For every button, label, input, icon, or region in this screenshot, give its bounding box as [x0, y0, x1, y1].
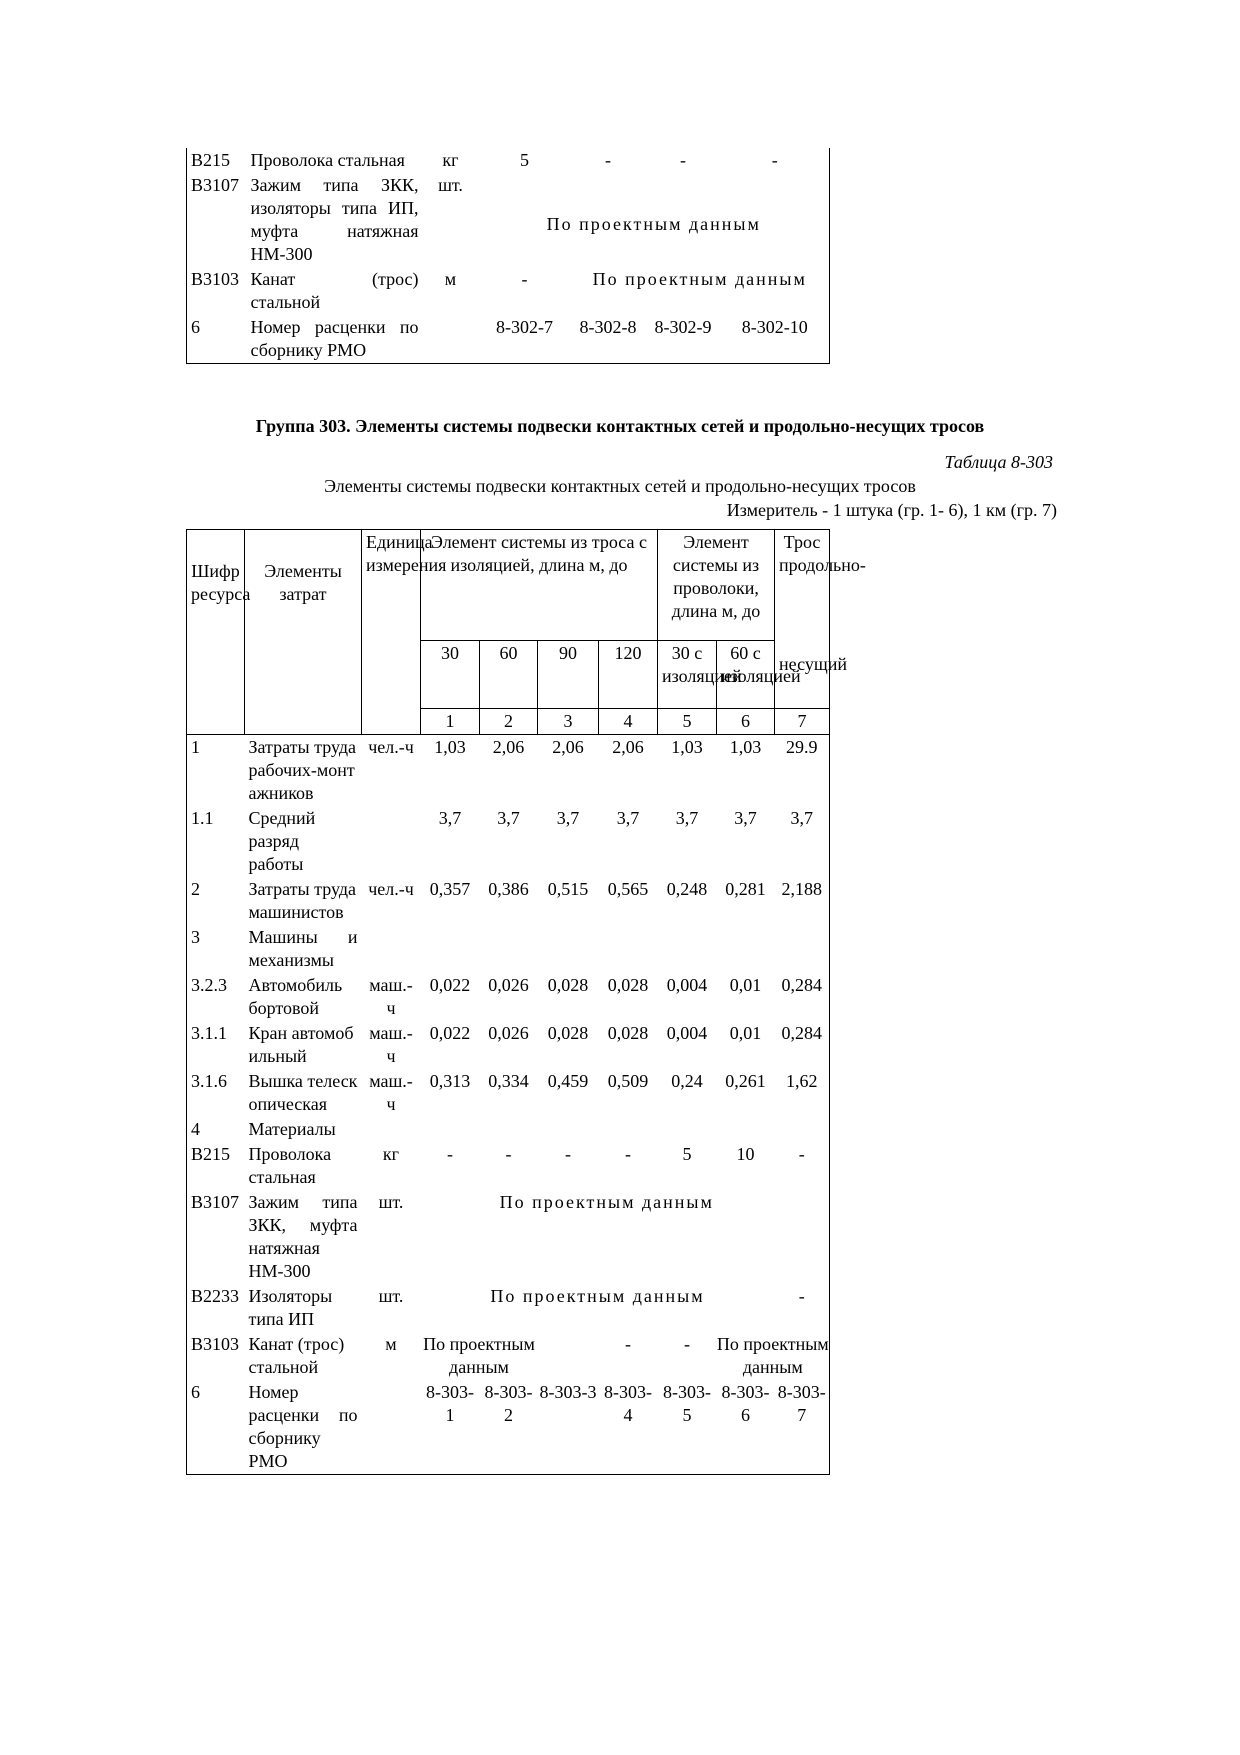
value-cell: 2,06 — [480, 735, 538, 807]
value-cell — [480, 1117, 538, 1142]
header-unit: Единица измерения — [362, 530, 421, 709]
value-cell: 0,028 — [547, 975, 589, 995]
value-cell: 3,7 — [775, 806, 830, 877]
table-row — [187, 1380, 830, 1475]
resource-code: В3103 — [187, 267, 247, 315]
empty-cell — [245, 709, 362, 735]
value-cell: 0,004 — [666, 975, 708, 995]
resource-code: 3 — [187, 925, 245, 973]
unit: м — [385, 1334, 397, 1354]
merged-value-cell: По проектным данным — [423, 1334, 535, 1377]
unit: кг — [382, 1144, 400, 1164]
table-row — [187, 973, 830, 1021]
resource-code: 6 — [187, 315, 247, 364]
subheader-cell: 30 — [421, 641, 480, 709]
header-number-row — [187, 709, 830, 735]
empty-cell — [538, 1332, 599, 1380]
header-row — [187, 530, 830, 641]
value-cell — [775, 925, 830, 973]
rate-number: 8-303-4 — [599, 1380, 658, 1475]
value-cell: 1,03 — [421, 735, 480, 807]
merged-value-cell: По проектным данным — [571, 267, 830, 315]
rate-number: 8-303-1 — [421, 1380, 480, 1475]
subheader-cell: 60 — [480, 641, 538, 709]
merged-value-cell: По проектным данным — [717, 1332, 830, 1380]
value-cell: 0,022 — [429, 1023, 471, 1043]
unit — [362, 1380, 421, 1475]
value-cell — [538, 925, 599, 973]
table-row — [187, 925, 830, 973]
resource-code: В3107 — [187, 1190, 245, 1284]
value-cell — [658, 925, 717, 973]
value-cell: - — [775, 1284, 830, 1332]
table-row — [187, 173, 830, 267]
value-cell: 0,284 — [775, 1021, 830, 1069]
cost-element: Зажим типа ЗКК, изоляторы типа ИП, муфта натяжная НМ-300 — [250, 175, 419, 264]
resource-code: 3.1.1 — [187, 1021, 245, 1069]
empty-cell — [362, 709, 421, 735]
table-row — [187, 1190, 830, 1284]
value-cell — [538, 1117, 599, 1142]
continued-table — [186, 148, 830, 364]
table-row — [187, 148, 830, 173]
cost-element: Канат (трос) стальной — [248, 1334, 345, 1377]
resource-code: 2 — [187, 877, 245, 925]
resource-code: 4 — [187, 1117, 245, 1142]
header-group-wire: Элемент системы из проволоки, длина м, до — [658, 530, 775, 641]
value-cell — [421, 925, 480, 973]
value-cell: 2,06 — [538, 735, 599, 807]
value-cell: 0,515 — [547, 879, 589, 899]
value-cell: 0,313 — [429, 1071, 471, 1091]
value-cell: 0,334 — [488, 1071, 529, 1091]
resource-code: 1 — [187, 735, 245, 807]
table-row — [187, 1021, 830, 1069]
column-number: 7 — [775, 709, 830, 735]
resource-code: В3107 — [187, 173, 247, 267]
value-cell: 3,7 — [734, 808, 757, 828]
unit — [362, 806, 421, 877]
unit — [362, 1117, 421, 1142]
unit: маш.-ч — [369, 1023, 413, 1066]
table-row — [187, 1142, 830, 1190]
rate-number: 8-302-7 — [479, 315, 571, 364]
resource-code: В215 — [187, 148, 247, 173]
value-cell: 0,459 — [547, 1071, 589, 1091]
value-cell: - — [680, 150, 686, 170]
value-cell: 0,24 — [671, 1071, 703, 1091]
value-cell: - — [721, 148, 830, 173]
value-cell: 0,284 — [775, 973, 830, 1021]
value-cell — [480, 925, 538, 973]
value-cell: - — [625, 1334, 632, 1354]
value-cell: 0,026 — [488, 1023, 529, 1043]
column-number: 4 — [599, 709, 658, 735]
value-cell: 0,509 — [607, 1071, 649, 1091]
table-row — [187, 315, 830, 364]
value-cell — [421, 1117, 480, 1142]
table-row — [187, 1117, 830, 1142]
value-cell: 0,028 — [607, 975, 649, 995]
resource-code: 6 — [187, 1380, 245, 1475]
subheader-cell: несущий — [775, 641, 830, 709]
cost-element: Номер расценки по сборнику РМО — [245, 1380, 362, 1475]
table-row — [187, 1069, 830, 1117]
unit: кг — [442, 150, 459, 170]
value-cell: - — [521, 269, 528, 289]
measure-unit-note: Измеритель - 1 штука (гр. 1- 6), 1 км (гр. 7) — [726, 500, 1057, 520]
value-cell: 1,03 — [717, 735, 775, 807]
cost-element: Номер расценки по сборнику РМО — [247, 315, 423, 364]
cost-element: Кран автомобильный — [248, 1023, 354, 1066]
table-row — [187, 735, 830, 807]
value-cell: 0,01 — [729, 1023, 762, 1043]
value-cell: 0,028 — [607, 1023, 649, 1043]
cost-element: Проволока стальная — [250, 150, 405, 170]
value-cell: 1,03 — [658, 735, 717, 807]
value-cell: - — [625, 1144, 632, 1164]
column-number: 5 — [658, 709, 717, 735]
subheader-cell: 60 с изоляцией — [717, 641, 775, 709]
cost-element: Материалы — [248, 1119, 336, 1139]
subheader-cell: 120 — [599, 641, 658, 709]
value-cell: 0,248 — [666, 879, 708, 899]
cost-element: Проволока стальная — [248, 1144, 332, 1187]
rate-number: 8-303-3 — [538, 1380, 599, 1475]
value-cell: 0,004 — [666, 1023, 708, 1043]
table-row — [187, 267, 830, 315]
column-number: 3 — [538, 709, 599, 735]
value-cell — [775, 1117, 830, 1142]
rate-number: 8-303-5 — [658, 1380, 717, 1475]
merged-value-cell: По проектным данным — [490, 1286, 705, 1306]
value-cell: - — [684, 1334, 691, 1354]
value-cell — [717, 925, 775, 973]
rate-number: 8-303-6 — [717, 1380, 775, 1475]
value-cell: 0,565 — [607, 879, 649, 899]
unit: маш.-ч — [369, 975, 413, 1018]
rate-number: 8-302-8 — [571, 315, 646, 364]
column-number: 2 — [480, 709, 538, 735]
table-row — [187, 877, 830, 925]
column-number: 6 — [717, 709, 775, 735]
value-cell — [599, 1117, 658, 1142]
value-cell — [599, 925, 658, 973]
merged-value-cell: По проектным данным — [421, 1190, 830, 1284]
value-cell: 5 — [520, 150, 529, 170]
resource-code: 3.2.3 — [187, 973, 245, 1021]
cost-element: Канат (трос) стальной — [250, 269, 419, 312]
resource-code: 3.1.6 — [187, 1069, 245, 1117]
unit: чел.-ч — [368, 879, 414, 899]
header-name: Элементы затрат — [245, 530, 362, 709]
value-cell — [717, 1117, 775, 1142]
value-cell: 1,62 — [775, 1069, 830, 1117]
cost-element: Затраты труда машинистов — [248, 879, 356, 922]
cost-element: Изоляторы типа ИП — [248, 1286, 333, 1329]
unit: чел.-ч — [362, 735, 421, 807]
unit: шт. — [438, 175, 463, 195]
value-cell: 10 — [736, 1144, 755, 1164]
value-cell: 0,022 — [429, 975, 471, 995]
value-cell: 3,7 — [497, 808, 520, 828]
rate-number: 8-303-2 — [480, 1380, 538, 1475]
cost-element: Затраты труда рабочих-монтажников — [245, 735, 362, 807]
value-cell: 2,06 — [599, 735, 658, 807]
value-cell: 3,7 — [675, 808, 699, 828]
value-cell: - — [505, 1144, 512, 1164]
value-cell: 0,028 — [547, 1023, 589, 1043]
resource-code: В215 — [187, 1142, 245, 1190]
value-cell: 3,7 — [556, 808, 580, 828]
rate-number: 8-303-7 — [775, 1380, 830, 1475]
value-cell: 29.9 — [775, 735, 830, 807]
value-cell: 0,386 — [488, 879, 529, 899]
unit: шт. — [378, 1286, 404, 1306]
unit: шт. — [378, 1192, 404, 1212]
value-cell: 0,281 — [725, 879, 766, 899]
value-cell: - — [447, 1144, 453, 1164]
cost-element: Зажим типа ЗКК, муфта натяжная НМ-300 — [248, 1192, 358, 1281]
group-heading: Группа 303. Элементы системы подвески контактных сетей и продольно-несущих тросов — [255, 416, 985, 436]
cost-element: Вышка телескопическая — [248, 1071, 358, 1114]
header-code: Шифр ресурса — [187, 530, 245, 709]
empty-cell — [187, 709, 245, 735]
table-number: Таблица 8-303 — [944, 452, 1053, 472]
rate-number: 8-302-10 — [721, 315, 830, 364]
table-row — [187, 1332, 830, 1380]
table-row — [187, 1284, 830, 1332]
unit: м — [444, 269, 457, 289]
value-cell: 0,261 — [725, 1071, 766, 1091]
value-cell — [658, 1117, 717, 1142]
value-cell: 0,357 — [429, 879, 471, 899]
cost-element: Автомобиль бортовой — [248, 975, 343, 1018]
value-cell: 5 — [682, 1144, 692, 1164]
table-row — [187, 806, 830, 877]
table-title: Элементы системы подвески контактных сетей и продольно-несущих тросов — [324, 476, 916, 496]
cost-element: Машины и механизмы — [248, 927, 358, 970]
subheader-cell: 90 — [538, 641, 599, 709]
unit — [423, 315, 479, 364]
value-cell: 2,188 — [775, 877, 830, 925]
value-cell: - — [565, 1144, 571, 1164]
table-8-303 — [186, 529, 866, 1475]
resource-code: В2233 — [187, 1284, 245, 1332]
value-cell: 3,7 — [616, 808, 640, 828]
value-cell: 3,7 — [438, 808, 462, 828]
rate-number: 8-302-9 — [646, 315, 721, 364]
subheader-cell: 30 с изоляцией — [658, 641, 717, 709]
unit: маш.-ч — [369, 1071, 413, 1114]
value-cell: 0,026 — [488, 975, 529, 995]
value-cell: 0,01 — [729, 975, 762, 995]
cost-element: Средний разряд работы — [248, 808, 316, 874]
resource-code: В3103 — [187, 1332, 245, 1380]
merged-value-cell: По проектным данным — [479, 173, 830, 267]
value-cell: - — [605, 150, 611, 170]
value-cell: - — [775, 1142, 830, 1190]
header-group-insulated: Элемент системы из троса с изоляцией, длина м, до — [421, 530, 658, 641]
header-group-cable: Трос продольно- — [775, 530, 830, 641]
resource-code: 1.1 — [187, 806, 245, 877]
unit — [362, 925, 421, 973]
column-number: 1 — [421, 709, 480, 735]
